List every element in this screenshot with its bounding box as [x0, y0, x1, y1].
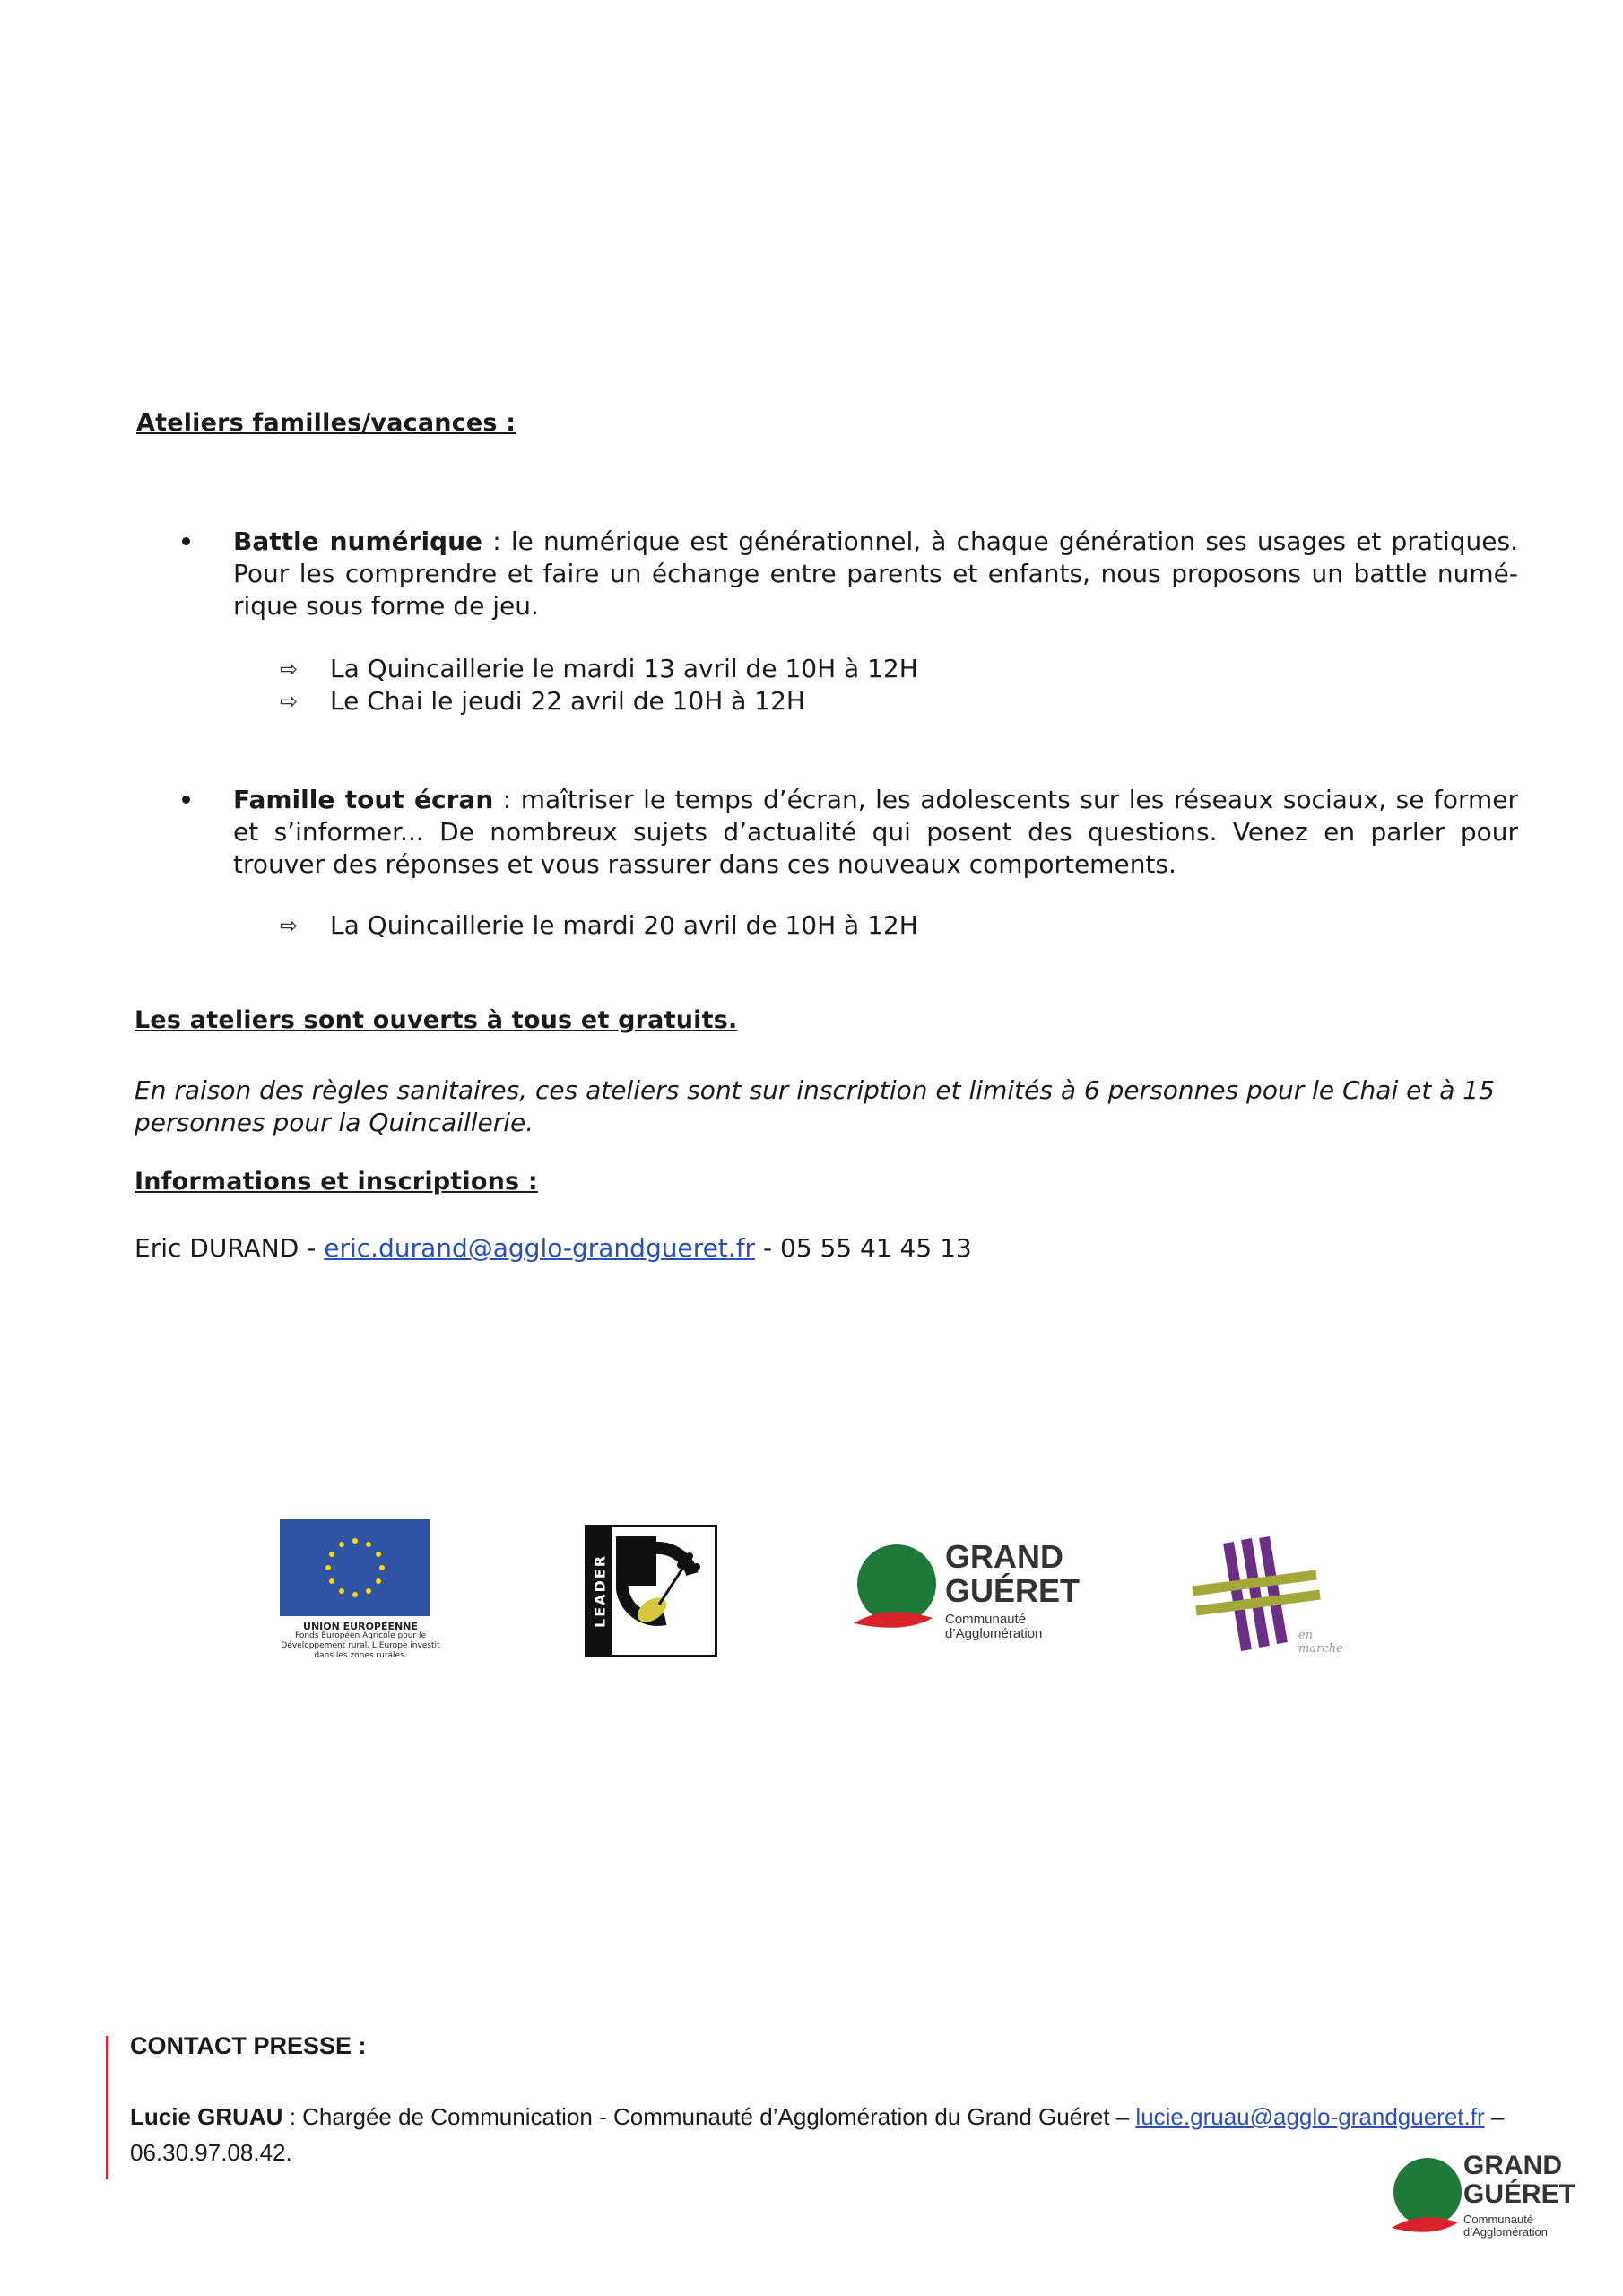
- eu-star-icon: [376, 1552, 381, 1557]
- press-role: : Chargée de Communication - Communauté d’Agglomération du Grand Guéret –: [282, 2103, 1136, 2130]
- press-title: CONTACT PRESSE :: [130, 2032, 367, 2059]
- list-item: [182, 784, 1518, 881]
- leader-logo: [585, 1525, 717, 1657]
- arrow-right-icon: ⇨: [280, 657, 299, 682]
- eu-star-icon: [379, 1565, 385, 1570]
- eu-star-icon: [329, 1578, 334, 1584]
- list-item: [182, 526, 1518, 622]
- contact-email-link[interactable]: eric.durand@agglo-grandgueret.fr: [324, 1233, 756, 1263]
- press-name: Lucie GRUAU: [130, 2103, 283, 2130]
- contact-name: Eric DURAND -: [135, 1233, 325, 1263]
- eu-star-icon: [352, 1538, 358, 1544]
- sanitary-note: En raison des règles sanitaires, ces ateliers sont sur inscription et limités à 6 personnes pour le Chai et à 15 personnes pour la Quincaillerie.: [135, 1075, 1495, 1137]
- press-accent-bar: [106, 2036, 108, 2179]
- eu-flag-icon: [280, 1519, 430, 1616]
- contact-line: [135, 1232, 972, 1265]
- grand-gueret-emblem-icon: [1388, 2152, 1462, 2239]
- session-item: ⇨ La Quincaillerie le mardi 20 avril de 10H à 12H: [280, 910, 918, 940]
- bullet-icon: [182, 537, 190, 545]
- arrow-right-icon: ⇨: [280, 913, 299, 938]
- bullet-icon: [182, 796, 190, 804]
- document-page: Ateliers familles/vacances : Battle numérique : le numérique est générationnel, à chaque génération ses usages et pratiques. Pour les comprendre et faire un échange entre parents et enfants, nous proposons un battle numé-rique sous forme de jeu. ⇨ La Quincaillerie le mardi 13 avril de 10H à 12H ⇨ Le Chai le jeudi 22 avril de 10H à 12H Famille tout écran : maîtriser le temps d’écran, les adolescents sur les réseaux sociaux, se former et s’informer... De nombreux sujets d’actualité qui posent des questions. Venez en parler pour trouver des réponses et vous rassurer dans ces nouveaux comportements. ⇨ La Quincaillerie le mardi 20 avril de 10H à 12H Les ateliers sont ouverts à tous et gratuits. En raison des règles sanitaires, ces ateliers sont sur inscription et limités à 6 personnes pour le Chai et à 15 personnes pour la Quincaillerie. Informations et inscriptions : Eric DURAND - eric.durand@agglo-grandgueret.fr - 05 55 41 45 13 UNION EUROPEENNE Fonds Européen Agricole pour le Développement rural. L’Europe investit dans les zones rurales. LEADER GRAND GUÉRET Communauté d’Agglomération en marche CONTACT PRESSE : Lucie GRUAU : Chargée de Communication - Communauté d’Agglomération du Grand Guéret – lucie.gruau@agglo-grandgueret.fr – 06.30.97.08.42. GRAND GUÉRET Communauté d’Agglomération: [0, 0, 1623, 2296]
- eu-star-icon: [339, 1542, 344, 1547]
- atelier-title: Battle numérique: [233, 526, 483, 556]
- leader-emblem-icon: [616, 1529, 715, 1651]
- open-note: Les ateliers sont ouverts à tous et gratuits.: [135, 1006, 738, 1034]
- arrow-right-icon: ⇨: [280, 689, 299, 714]
- creuse-logo: en marche: [1191, 1535, 1334, 1665]
- info-heading: Informations et inscriptions :: [135, 1168, 538, 1196]
- grand-gueret-emblem-icon: [850, 1541, 940, 1639]
- press-email-link[interactable]: lucie.gruau@agglo-grandgueret.fr: [1135, 2103, 1485, 2130]
- eu-logo: [280, 1519, 441, 1661]
- session-item: ⇨ Le Chai le jeudi 22 avril de 10H à 12H: [280, 686, 805, 716]
- press-phone: – 06.30.97.08.42.: [130, 2103, 1505, 2166]
- session-item: ⇨ La Quincaillerie le mardi 13 avril de 10H à 12H: [280, 654, 918, 683]
- eu-title: UNION EUROPEENNE: [303, 1621, 418, 1632]
- eu-star-icon: [339, 1588, 344, 1594]
- atelier-description: : maîtriser le temps d’écran, les adolescents sur les réseaux sociaux, se former et s’informer... De nombreux sujets d’actualité qui posent des questions. Venez en parler pour trouver des réponses et vous rassurer dans ces nouveaux comportements.: [233, 785, 1519, 879]
- section-heading: Ateliers familles/vacances :: [136, 409, 516, 437]
- eu-star-icon: [376, 1578, 381, 1584]
- eu-star-icon: [366, 1588, 371, 1594]
- leader-label: LEADER: [587, 1527, 612, 1655]
- atelier-description: : le numérique est générationnel, à chaque génération ses usages et pratiques. Pour les comprendre et faire un échange entre parents et enfants, nous proposons un battle numé-rique sous forme de jeu.: [233, 526, 1518, 621]
- eu-caption: Fonds Européen Agricole pour le Développement rural. L’Europe investit dans les zones rurales.: [281, 1631, 440, 1660]
- contact-phone: - 05 55 41 45 13: [755, 1233, 972, 1263]
- press-contact: [130, 2099, 1511, 2170]
- eu-star-icon: [325, 1565, 331, 1570]
- eu-star-icon: [366, 1542, 371, 1547]
- atelier-title: Famille tout écran: [233, 785, 494, 814]
- eu-star-icon: [352, 1592, 358, 1597]
- eu-star-icon: [329, 1552, 334, 1557]
